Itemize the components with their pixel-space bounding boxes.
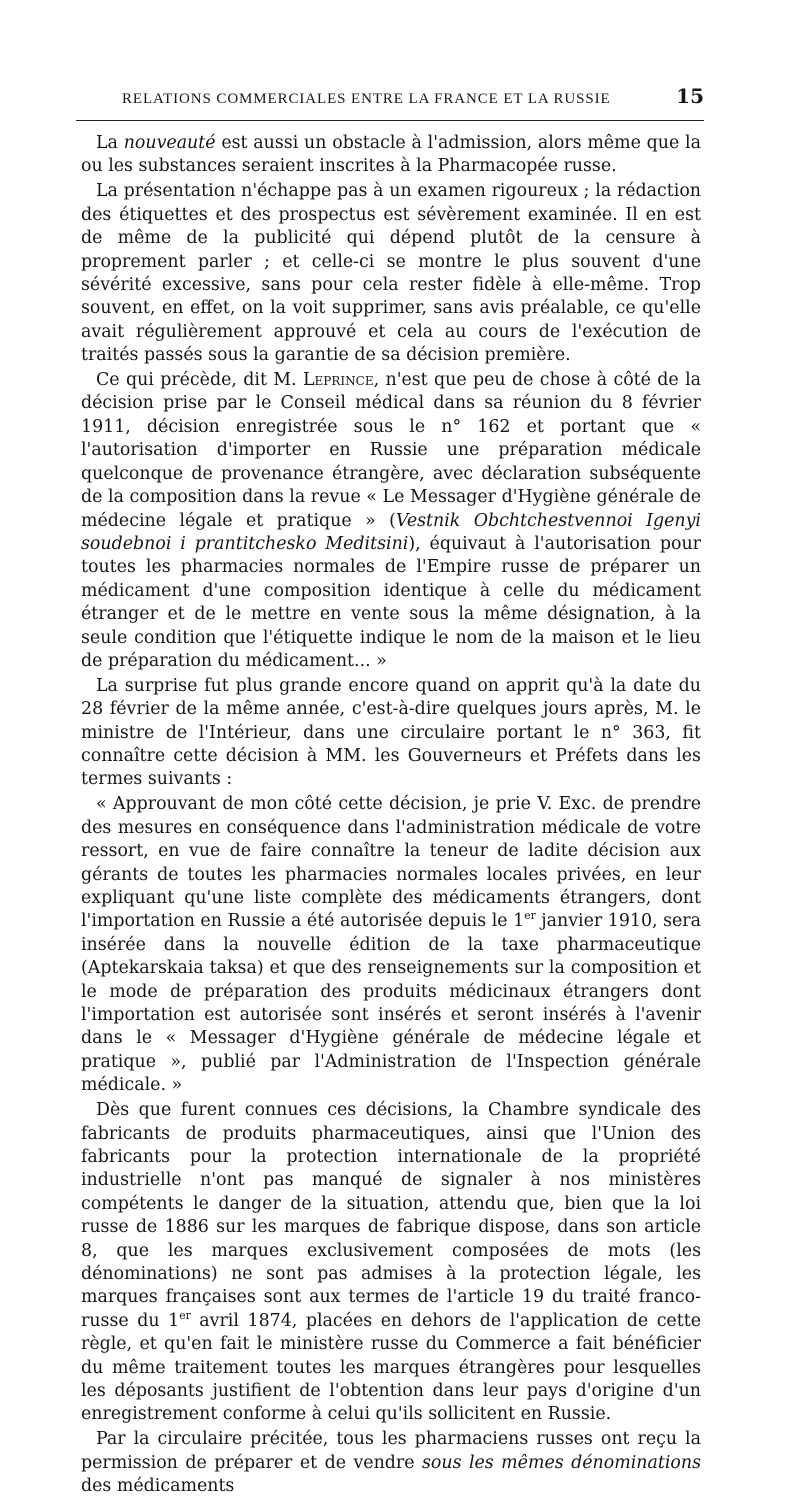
paragraph-6: Dès que furent connues ces décisions, la Chambre syndicale des fabricants de produits pharmaceutiques, ainsi que l'Union des fabricants pour la protection internationale de la propriété industrielle n'ont pas manqué de signaler à nos ministères compétents le danger de la situation, attendu que, bien que la loi russe de 1886 sur les marques de fabrique dispose, dans son article 8, que les marques exclusivement composées de mots (les dénominations) ne sont pas admises à la protection légale, les marques françaises sont aux termes de l'article 19 du traité franco-russe du 1er avril 1874, placées en dehors de l'application de cette règle, et qu'en fait le ministère russe du Commerce a fait bénéficier du même traitement toutes les marques étrangères pour lesquelles les déposants justifient de l'obtention dans leur pays d'origine d'un enregistrement conforme à celui qu'ils sollicitent en Russie. <box>81 1100 701 1425</box>
page-number: 15 <box>676 84 704 108</box>
header-rule <box>76 120 704 121</box>
paragraph-1: La nouveauté est aussi un obstacle à l'admission, alors même que la ou les substances seraient inscrites à la Pharmacopée russe. <box>81 133 701 177</box>
paragraph-5: « Approuvant de mon côté cette décision, je prie V. Exc. de prendre des mesures en conséquence dans l'administration médicale de votre ressort, en vue de faire connaître la teneur de ladite décision aux gérants de toutes les pharmacies normales locales privées, en leur expliquant qu'une liste complète des médicaments étrangers, dont l'importation en Russie a été autorisée depuis le 1er janvier 1910, sera insérée dans la nouvelle édition de la taxe pharmaceutique (Aptekarskaia taksa) et que des renseignements sur la composition et le mode de préparation des produits médicinaux étrangers dont l'importation est autorisée sont insérés et seront insérés à l'avenir dans le « Messager d'Hygiène générale de médecine légale et pratique », publié par l'Administration de l'Inspection générale médicale. » <box>81 794 701 1096</box>
running-title: RELATIONS COMMERCIALES ENTRE LA FRANCE ET LA RUSSIE <box>122 91 611 107</box>
author-name: Leprince <box>303 370 374 391</box>
paragraph-4: La surprise fut plus grande encore quand on apprit qu'à la date du 28 février de la même année, c'est-à-dire quelques jours après, M. le ministre de l'Intérieur, dans une circulaire portant le n° 363, fit connaître cette décision à MM. les Gouverneurs et Préfets dans les termes suivants : <box>81 675 701 790</box>
paragraph-2: La présentation n'échappe pas à un examen rigoureux ; la rédaction des étiquettes et des prospectus est sévèrement examinée. Il en est de même de la publicité qui dépend plutôt de la censure à proprement parler ; et celle-ci se montre le plus souvent d'une sévérité excessive, sans pour cela rester fidèle à elle-même. Trop souvent, en effet, on la voit supprimer, sans avis préalable, ce qu'elle avait régulièrement approuvé et cela au cours de l'exécution de traités passés sous la garantie de sa décision première. <box>81 181 701 366</box>
emphasis: nouveauté <box>123 133 216 153</box>
emphasis: sous les mêmes dénominations <box>421 1452 701 1473</box>
paragraph-7: Par la circulaire précitée, tous les pharmaciens russes ont reçu la permission de préparer et de vendre sous les mêmes dénominations des médicaments <box>81 1429 701 1497</box>
running-head <box>76 84 704 108</box>
paragraph-3: Ce qui précède, dit M. Leprince, n'est que peu de chose à côté de la décision prise par le Conseil médical dans sa réunion du 8 février 1911, décision enregistrée sous le n° 162 et portant que « l'autorisation d'importer en Russie une préparation médicale quelconque de provenance étrangère, avec déclaration subséquente de la composition dans la revue « Le Messager d'Hygiène générale de médecine légale et pratique » (Vestnik Obchtchestvennoi Igenyi soudebnoi i prantitchesko Meditsini), équivaut à l'autorisation pour toutes les pharmacies normales de l'Empire russe de préparer un médicament d'une composition identique à celle du médicament étranger et de le mettre en vente sous la même désignation, à la seule condition que l'étiquette indique le nom de la maison et le lieu de préparation du médicament... » <box>81 370 701 671</box>
body-text <box>81 132 701 1499</box>
journal-title: Vestnik Obchtchestvennoi Igenyi soudebnoi i prantitchesko Meditsini <box>81 510 701 554</box>
